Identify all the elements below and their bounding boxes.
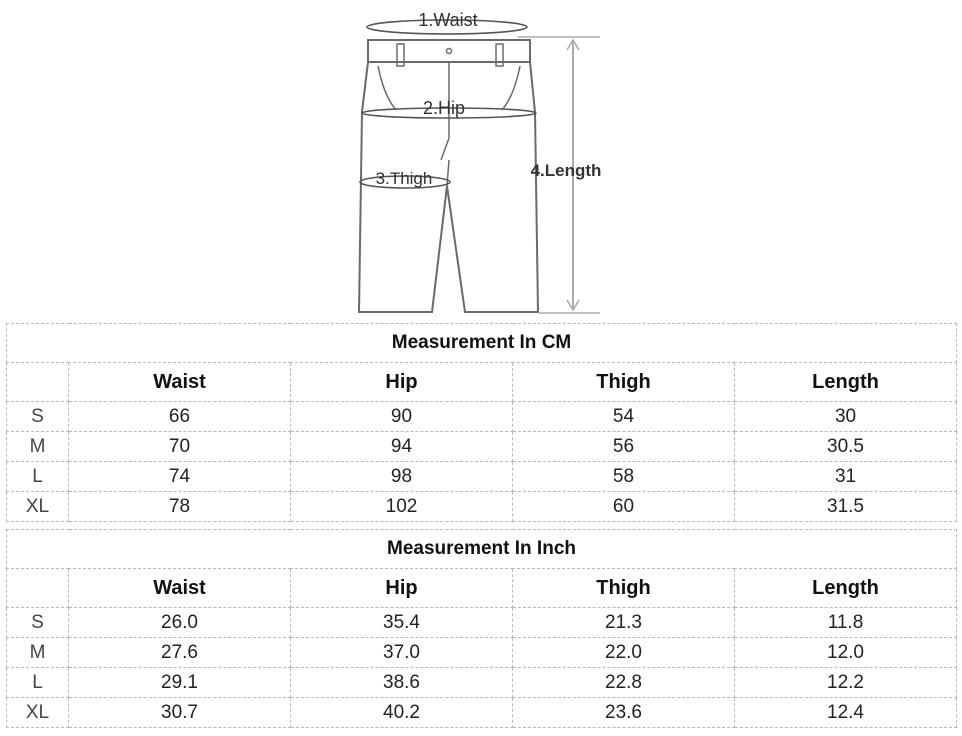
waist-label: 1.Waist <box>418 10 478 30</box>
table-cell: 94 <box>291 432 513 462</box>
table-cell: 29.1 <box>69 668 291 698</box>
table-cell: 31 <box>735 462 957 492</box>
shorts-measurement-diagram <box>0 0 962 322</box>
measurement-cm-table <box>6 323 957 522</box>
table-cell: 27.6 <box>69 638 291 668</box>
size-label: M <box>7 638 69 668</box>
header-cell: Waist <box>69 569 291 608</box>
table-cell: 38.6 <box>291 668 513 698</box>
table-title-row <box>7 530 957 569</box>
table-row <box>7 462 957 492</box>
size-label: XL <box>7 698 69 728</box>
table-cell: 54 <box>513 402 735 432</box>
table-cell: 31.5 <box>735 492 957 522</box>
table-header-row <box>7 569 957 608</box>
size-label: XL <box>7 492 69 522</box>
table-header-row <box>7 363 957 402</box>
measurement-inch-table <box>6 529 957 728</box>
header-cell: Hip <box>291 569 513 608</box>
table-cell: 102 <box>291 492 513 522</box>
table-cell: 30.5 <box>735 432 957 462</box>
table-row <box>7 698 957 728</box>
table-cell: 26.0 <box>69 608 291 638</box>
table-row <box>7 492 957 522</box>
header-cell: Length <box>735 363 957 402</box>
table-cell: 35.4 <box>291 608 513 638</box>
header-cell <box>7 569 69 608</box>
header-cell: Thigh <box>513 363 735 402</box>
thigh-label: 3.Thigh <box>375 169 433 188</box>
header-cell: Hip <box>291 363 513 402</box>
table-cell: 90 <box>291 402 513 432</box>
table-cell: 70 <box>69 432 291 462</box>
table-row <box>7 432 957 462</box>
table-row <box>7 608 957 638</box>
size-label: S <box>7 402 69 432</box>
table-cell: 22.0 <box>513 638 735 668</box>
length-label: 4.Length <box>530 161 602 180</box>
table-cell: 12.2 <box>735 668 957 698</box>
table-cell: 98 <box>291 462 513 492</box>
header-cell <box>7 363 69 402</box>
table-cell: 22.8 <box>513 668 735 698</box>
table-cell: 21.3 <box>513 608 735 638</box>
table-cell: 58 <box>513 462 735 492</box>
table-cell: 12.0 <box>735 638 957 668</box>
table-cell: 74 <box>69 462 291 492</box>
hip-label: 2.Hip <box>422 98 466 118</box>
size-label: L <box>7 462 69 492</box>
size-label: M <box>7 432 69 462</box>
table-cell: 56 <box>513 432 735 462</box>
table-title-row <box>7 324 957 363</box>
table-cell: 66 <box>69 402 291 432</box>
table-cell: 23.6 <box>513 698 735 728</box>
header-cell: Thigh <box>513 569 735 608</box>
table-cell: 78 <box>69 492 291 522</box>
table-cell: 40.2 <box>291 698 513 728</box>
size-label: L <box>7 668 69 698</box>
header-cell: Waist <box>69 363 291 402</box>
table-cell: 30 <box>735 402 957 432</box>
header-cell: Length <box>735 569 957 608</box>
table-row <box>7 668 957 698</box>
size-label: S <box>7 608 69 638</box>
table-title: Measurement In CM <box>7 324 957 363</box>
table-cell: 30.7 <box>69 698 291 728</box>
table-cell: 60 <box>513 492 735 522</box>
table-cell: 11.8 <box>735 608 957 638</box>
table-cell: 37.0 <box>291 638 513 668</box>
table-title: Measurement In Inch <box>7 530 957 569</box>
table-row <box>7 638 957 668</box>
table-cell: 12.4 <box>735 698 957 728</box>
table-row <box>7 402 957 432</box>
